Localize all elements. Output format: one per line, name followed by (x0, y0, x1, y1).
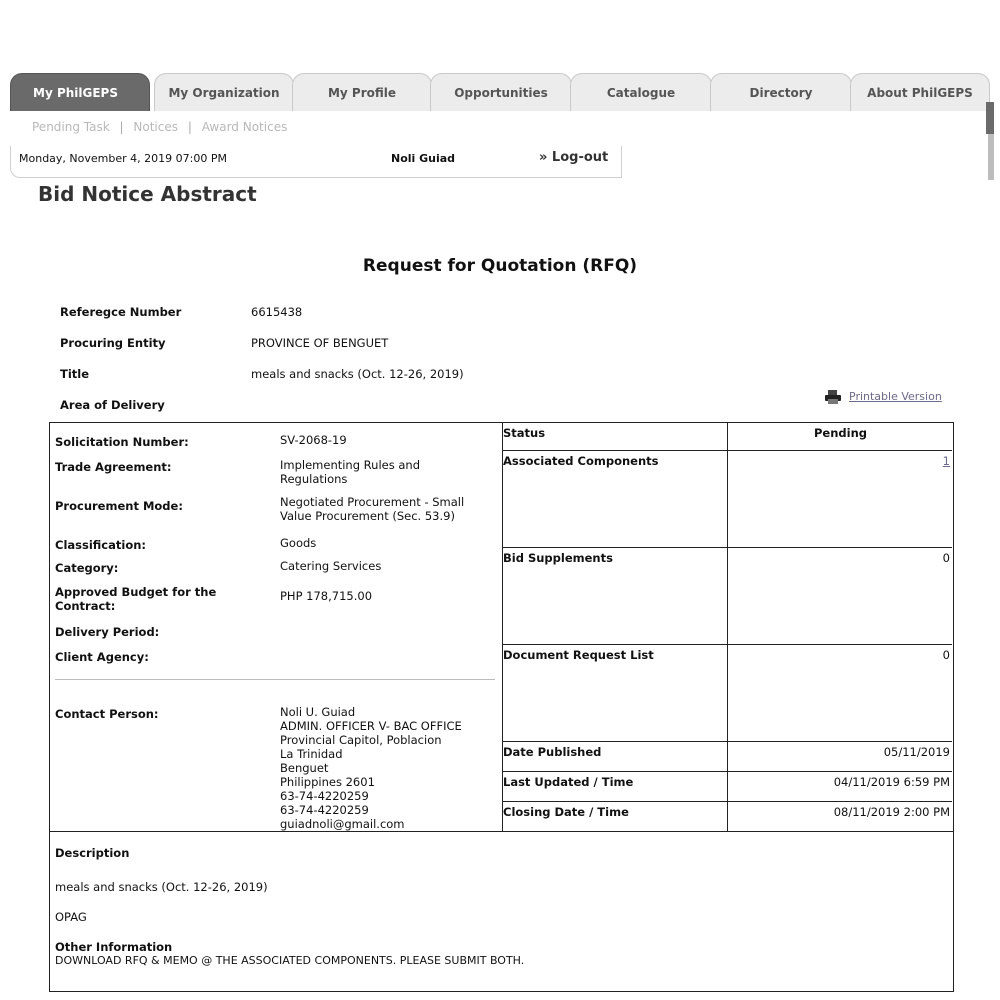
tab-my-organization[interactable]: My Organization (154, 73, 294, 111)
description-line-2: OPAG (55, 910, 87, 924)
category-label: Category: (55, 561, 119, 575)
last-updated-value: 04/11/2019 6:59 PM (833, 775, 950, 789)
scrollbar-thumb[interactable] (986, 102, 994, 134)
column-divider (727, 451, 728, 547)
last-updated-label: Last Updated / Time (503, 775, 634, 789)
procurement-mode-value-1: Negotiated Procurement - Small (280, 495, 465, 509)
trade-agreement-value-1: Implementing Rules and (280, 458, 420, 472)
sub-panel (10, 110, 994, 180)
entity-row (60, 336, 940, 356)
divider (55, 679, 495, 680)
title-value: meals and snacks (Oct. 12-26, 2019) (251, 367, 464, 381)
associated-components-label: Associated Components (503, 454, 659, 468)
contact-line: Philippines 2601 (280, 775, 375, 789)
classification-label: Classification: (55, 538, 147, 552)
delivery-period-label: Delivery Period: (55, 625, 160, 639)
column-divider (727, 802, 728, 831)
budget-value: PHP 178,715.00 (280, 589, 373, 603)
contact-line: 63-74-4220259 (280, 803, 369, 817)
procurement-mode-value-2: Value Procurement (Sec. 53.9) (280, 509, 455, 523)
printable-version-link[interactable] (825, 390, 942, 404)
budget-label-1: Approved Budget for the (55, 585, 217, 599)
budget-label-2: Contract: (55, 599, 116, 613)
bid-supplements-value: 0 (942, 551, 950, 565)
contact-line: 63-74-4220259 (280, 789, 369, 803)
classification-value: Goods (280, 536, 317, 550)
contact-line: ADMIN. OFFICER V- BAC OFFICE (280, 719, 462, 733)
subnav-pending-task[interactable]: Pending Task (32, 120, 110, 134)
column-divider (727, 548, 728, 644)
closing-date-label: Closing Date / Time (503, 805, 629, 819)
description-section (50, 831, 953, 991)
other-information-value: DOWNLOAD RFQ & MEMO @ THE ASSOCIATED COMPONENTS. PLEASE SUBMIT BOTH. (55, 954, 525, 967)
associated-components-link[interactable]: 1 (942, 454, 950, 468)
entity-value: PROVINCE OF BENGUET (251, 336, 389, 350)
closing-date-row (503, 802, 952, 831)
rfq-heading: Request for Quotation (RFQ) (362, 256, 638, 276)
sub-navigation (32, 120, 293, 134)
page-title: Bid Notice Abstract (38, 182, 257, 206)
entity-label: Procuring Entity (60, 336, 166, 350)
area-row (60, 398, 940, 418)
contact-email: guiadnoli@gmail.com (280, 817, 405, 831)
solicitation-value: SV-2068-19 (280, 433, 347, 447)
document-request-value: 0 (942, 648, 950, 662)
details-column (50, 423, 502, 831)
description-line-1: meals and snacks (Oct. 12-26, 2019) (55, 880, 268, 894)
column-divider (727, 772, 728, 801)
associated-components-row (503, 451, 952, 548)
status-row (503, 423, 952, 451)
tab-opportunities[interactable]: Opportunities (430, 73, 572, 111)
category-value: Catering Services (280, 559, 382, 573)
trade-agreement-label: Trade Agreement: (55, 460, 172, 474)
contact-person-label: Contact Person: (55, 707, 159, 721)
title-row (60, 367, 940, 387)
other-information-label: Other Information (55, 940, 173, 954)
document-request-label: Document Request List (503, 648, 654, 662)
date-user-bar (10, 146, 622, 178)
document-request-row (503, 645, 952, 742)
tab-catalogue[interactable]: Catalogue (570, 73, 712, 111)
status-column (502, 423, 953, 831)
bid-details-table (49, 422, 954, 992)
area-label: Area of Delivery (60, 398, 165, 412)
main-tabs (10, 73, 990, 111)
reference-label: Referegce Number (60, 305, 182, 319)
subnav-award-notices[interactable]: Award Notices (201, 120, 288, 134)
current-date: Monday, November 4, 2019 07:00 PM (19, 152, 227, 165)
printer-icon (825, 390, 841, 404)
status-label: Status (503, 426, 546, 440)
column-divider (727, 742, 728, 771)
reference-value: 6615438 (251, 305, 303, 319)
contact-line: Provincial Capitol, Poblacion (280, 733, 442, 747)
date-published-row (503, 742, 952, 772)
tab-directory[interactable]: Directory (710, 73, 852, 111)
closing-date-value: 08/11/2019 2:00 PM (833, 805, 950, 819)
contact-line: Benguet (280, 761, 329, 775)
tab-about-philgeps[interactable]: About PhilGEPS (850, 73, 990, 111)
column-divider (727, 645, 728, 741)
tab-my-profile[interactable]: My Profile (292, 73, 432, 111)
reference-row (60, 305, 940, 325)
trade-agreement-value-2: Regulations (280, 472, 348, 486)
subnav-separator: | (119, 120, 124, 134)
last-updated-row (503, 772, 952, 802)
procurement-mode-label: Procurement Mode: (55, 499, 183, 513)
contact-line: Noli U. Guiad (280, 705, 356, 719)
title-label: Title (60, 367, 90, 381)
subnav-separator: | (187, 120, 192, 134)
bid-supplements-row (503, 548, 952, 645)
logout-link[interactable]: » Log-out (539, 150, 609, 165)
description-label: Description (55, 846, 130, 860)
solicitation-label: Solicitation Number: (55, 435, 189, 449)
contact-line: La Trinidad (280, 747, 343, 761)
tab-my-philgeps[interactable]: My PhilGEPS (10, 73, 150, 111)
user-name: Noli Guiad (391, 152, 456, 165)
status-value: Pending (813, 426, 867, 440)
bid-supplements-label: Bid Supplements (503, 551, 613, 565)
date-published-value: 05/11/2019 (883, 745, 950, 759)
column-divider (727, 423, 728, 450)
date-published-label: Date Published (503, 745, 602, 759)
client-agency-label: Client Agency: (55, 650, 149, 664)
subnav-notices[interactable]: Notices (133, 120, 178, 134)
printable-version-label: Printable Version (849, 390, 942, 403)
